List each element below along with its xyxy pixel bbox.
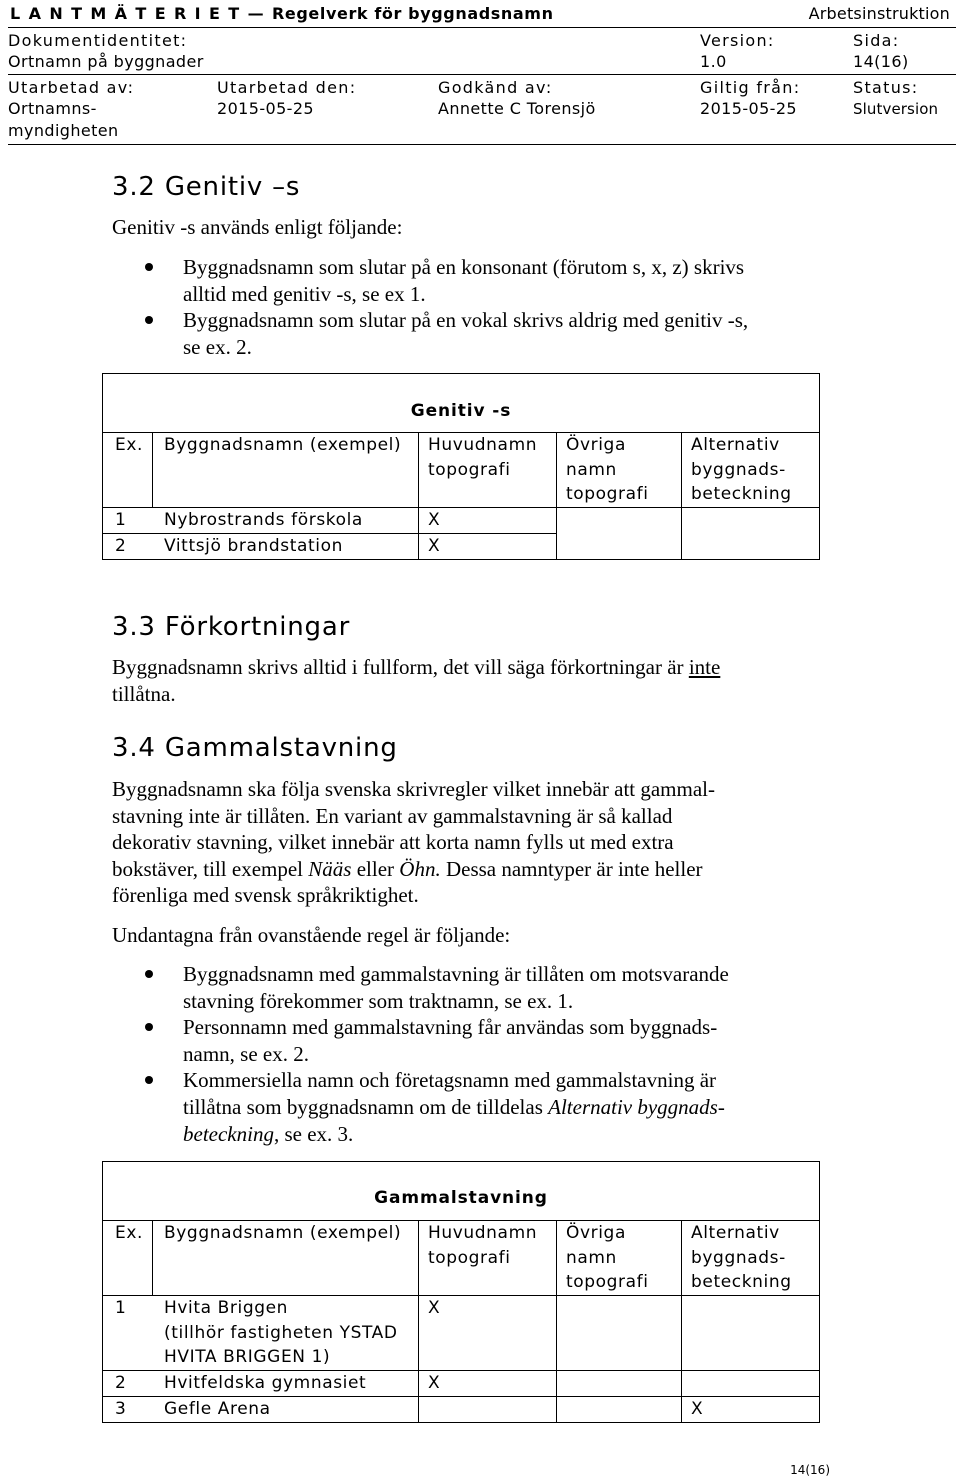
prepared-date-label: Utarbetad den: bbox=[217, 78, 357, 97]
list-item: Personnamn med gammalstavning får användas som byggnads- namn, se ex. 2. bbox=[183, 1014, 729, 1067]
column-header-other: Övriga namn topografi bbox=[566, 1223, 649, 1292]
valid-from-label: Giltig från: bbox=[700, 78, 801, 97]
bullet-icon bbox=[145, 1023, 153, 1031]
table-gammalstavning: Gammalstavning Ex. Byggnadsnamn (exempel) Huvudnamn topografi Övriga namn topografi Alternativ byggnads- beteckning 1 Hvita Briggen (tillhör fastigheten YSTAD HVITA BRIGGEN 1) X 2 Hvitfeldska gymnasiet X 3 Gefle Arena X bbox=[102, 1161, 820, 1423]
document-type: Arbetsinstruktion bbox=[808, 4, 950, 23]
document-header-top bbox=[10, 2, 950, 26]
prepared-by-value: Ortnamns- bbox=[8, 99, 97, 118]
doc-id-value: Ortnamn på byggnader bbox=[8, 52, 204, 71]
version-value: 1.0 bbox=[700, 52, 727, 71]
page-label: Sida: bbox=[853, 31, 900, 50]
column-header-name: Byggnadsnamn (exempel) bbox=[164, 1223, 402, 1243]
bullet-icon bbox=[145, 263, 153, 271]
bullet-list-3-2 bbox=[183, 254, 748, 360]
list-item: Kommersiella namn och företagsnamn med gammalstavning är tillåtna som byggnadsnamn om de tilldelas Alternativ byggnads- beteckning, se ex. 3. bbox=[183, 1067, 729, 1147]
status-value: Slutversion bbox=[853, 100, 939, 118]
footer-page-number: 14(16) bbox=[790, 1463, 830, 1477]
column-header-name: Byggnadsnamn (exempel) bbox=[164, 435, 402, 455]
section-heading-3-3: 3.3 Förkortningar bbox=[112, 612, 351, 642]
column-header-alt: Alternativ byggnads- beteckning bbox=[691, 1223, 792, 1292]
header-divider bbox=[8, 144, 956, 145]
column-header-main: Huvudnamn topografi bbox=[428, 435, 538, 480]
prepared-date-value: 2015-05-25 bbox=[217, 99, 314, 118]
exceptions-intro: Undantagna från ovanstående regel är följande: bbox=[112, 923, 511, 947]
prepared-by-label: Utarbetad av: bbox=[8, 78, 135, 97]
table-genitiv-s: Genitiv -s Ex. Byggnadsnamn (exempel) Huvudnamn topografi Övriga namn topografi Alternativ byggnads- beteckning 1 Nybrostrands förskola X 2 Vittsjö brandstation X bbox=[102, 373, 820, 560]
doc-id-label: Dokumentidentitet: bbox=[8, 31, 188, 50]
table-title: Gammalstavning bbox=[374, 1188, 548, 1208]
section-3-2-intro: Genitiv -s används enligt följande: bbox=[112, 215, 403, 239]
bullet-list-3-4 bbox=[183, 961, 729, 1147]
list-item: Byggnadsnamn som slutar på en vokal skrivs aldrig med genitiv -s, se ex. 2. bbox=[183, 307, 748, 360]
version-label: Version: bbox=[700, 31, 775, 50]
page-value: 14(16) bbox=[853, 52, 909, 71]
header-divider bbox=[8, 27, 956, 28]
column-header-other: Övriga namn topografi bbox=[566, 435, 649, 504]
column-header-ex: Ex. bbox=[115, 1223, 144, 1243]
list-item: Byggnadsnamn som slutar på en konsonant (förutom s, x, z) skrivs alltid med genitiv -s, se ex 1. bbox=[183, 254, 748, 307]
table-title: Genitiv -s bbox=[410, 401, 512, 421]
section-3-4-paragraph: Byggnadsnamn ska följa svenska skrivregler vilket innebär att gammal- stavning inte är tillåten. En variant av gammalstavning är så kallad dekorativ stavning, vilket innebär att korta namn fylls ut med extra bokstäver, till exempel Nääs eller Öhn. Dessa namntyper är inte heller förenliga med svensk språkriktighet. bbox=[112, 777, 716, 908]
section-heading-3-2: 3.2 Genitiv –s bbox=[112, 172, 301, 202]
list-item: Byggnadsnamn med gammalstavning är tillåten om motsvarande stavning förekommer som traktnamn, se ex. 1. bbox=[183, 961, 729, 1014]
approved-by-label: Godkänd av: bbox=[438, 78, 553, 97]
approved-by-value: Annette C Torensjö bbox=[438, 99, 596, 118]
status-label: Status: bbox=[853, 78, 919, 97]
column-header-ex: Ex. bbox=[115, 435, 144, 455]
organization-title: L A N T M Ä T E R I E T — Regelverk för byggnadsnamn bbox=[10, 4, 554, 23]
header-divider bbox=[8, 74, 956, 75]
bullet-icon bbox=[145, 316, 153, 324]
prepared-by-value-cont: myndigheten bbox=[8, 121, 119, 140]
section-3-3-text: Byggnadsnamn skrivs alltid i fullform, det vill säga förkortningar är inte tillåtna. bbox=[112, 655, 721, 706]
column-header-alt: Alternativ byggnads- beteckning bbox=[691, 435, 792, 504]
section-heading-3-4: 3.4 Gammalstavning bbox=[112, 733, 398, 763]
bullet-icon bbox=[145, 1076, 153, 1084]
bullet-icon bbox=[145, 970, 153, 978]
column-header-main: Huvudnamn topografi bbox=[428, 1223, 538, 1268]
valid-from-value: 2015-05-25 bbox=[700, 99, 797, 118]
